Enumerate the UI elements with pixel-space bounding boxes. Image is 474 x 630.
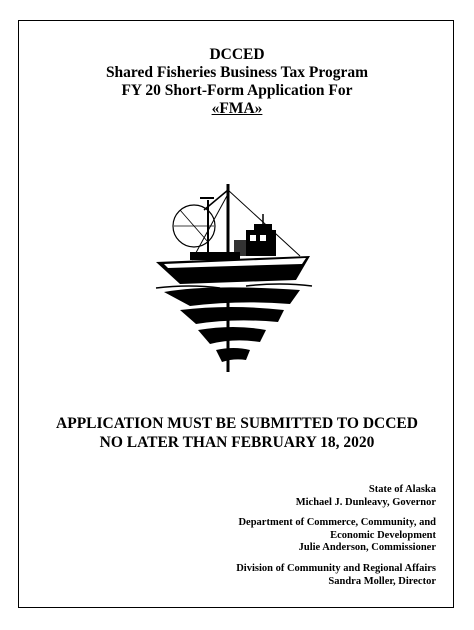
title-agency: DCCED [209, 46, 265, 63]
fishing-boat-icon [150, 180, 320, 380]
submission-deadline [0, 414, 474, 452]
department-name-line-1: Department of Commerce, Community, and [238, 517, 436, 528]
title-program: Shared Fisheries Business Tax Program [105, 64, 369, 81]
commissioner-name: Julie Anderson, Commissioner [298, 542, 436, 553]
document-title [0, 46, 474, 118]
department-name-line-2: Economic Development [330, 529, 436, 541]
state-name: State of Alaska [368, 484, 436, 495]
governor-name: Michael J. Dunleavy, Governor [295, 496, 436, 508]
division-contact [236, 563, 436, 588]
department-contact [238, 517, 436, 555]
state-contact [296, 484, 436, 509]
division-name: Division of Community and Regional Affairs [236, 563, 436, 574]
director-name: Sandra Moller, Director [328, 575, 436, 587]
deadline-line-1: APPLICATION MUST BE SUBMITTED TO DCCED [56, 415, 418, 432]
deadline-line-2: NO LATER THAN FEBRUARY 18, 2020 [99, 434, 375, 451]
title-application: FY 20 Short-Form Application For [121, 82, 353, 99]
title-fma-field: «FMA» [211, 100, 263, 117]
